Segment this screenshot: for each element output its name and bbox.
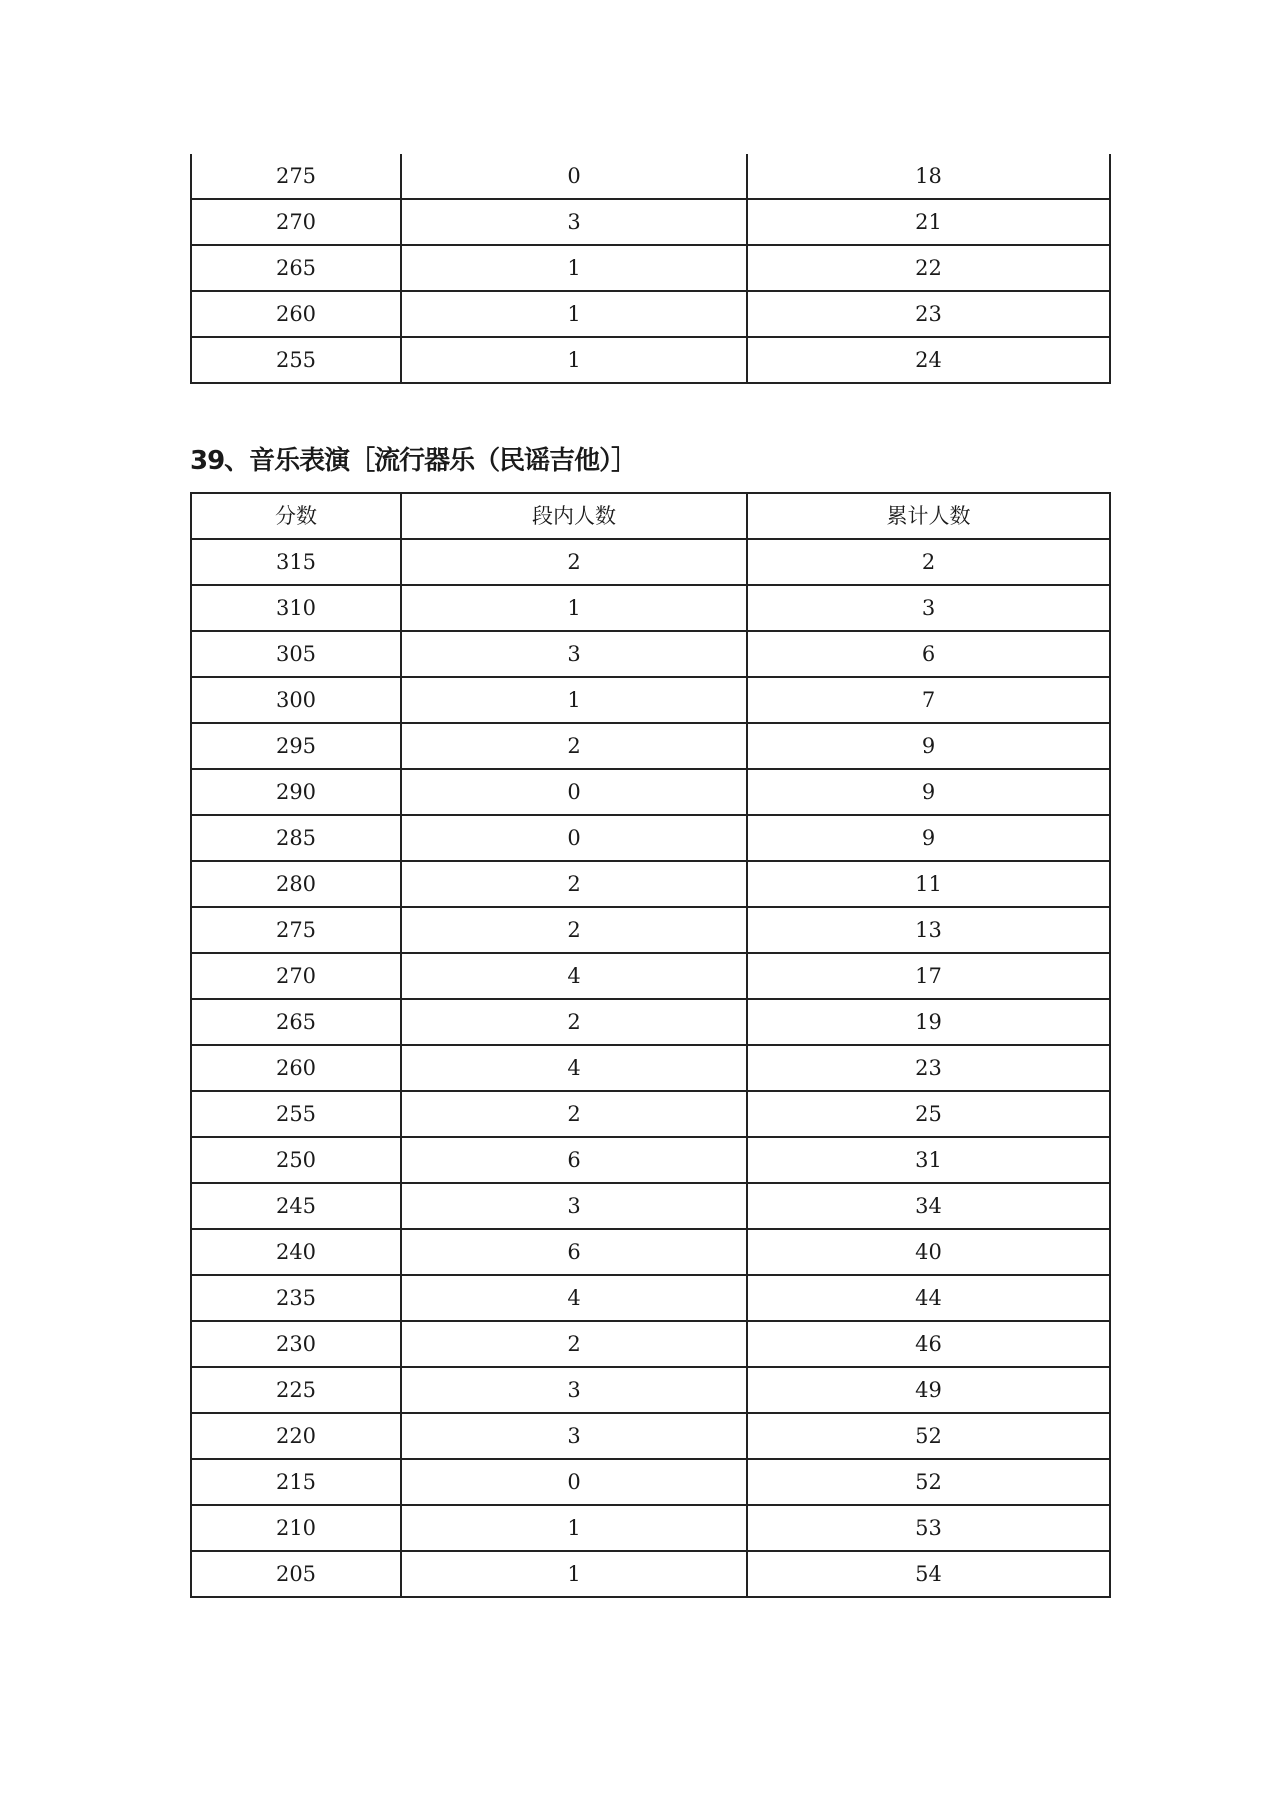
cell-score: 260 (191, 291, 401, 337)
table-row (191, 199, 1110, 245)
score-table (190, 492, 1111, 1598)
cell-cumulative-count: 2 (747, 539, 1110, 585)
cell-score: 270 (191, 953, 401, 999)
cell-cumulative-count: 23 (747, 291, 1110, 337)
cell-segment-count: 1 (401, 337, 747, 383)
table-row (191, 1183, 1110, 1229)
cell-score: 290 (191, 769, 401, 815)
cell-score: 300 (191, 677, 401, 723)
cell-segment-count: 3 (401, 1183, 747, 1229)
cell-segment-count: 2 (401, 1091, 747, 1137)
table-row (191, 907, 1110, 953)
cell-segment-count: 2 (401, 1321, 747, 1367)
table-row (191, 539, 1110, 585)
cell-cumulative-count: 31 (747, 1137, 1110, 1183)
cell-segment-count: 1 (401, 1505, 747, 1551)
cell-score: 305 (191, 631, 401, 677)
cell-segment-count: 0 (401, 769, 747, 815)
header-cumulative-count: 累计人数 (747, 493, 1110, 539)
cell-cumulative-count: 52 (747, 1459, 1110, 1505)
table-row (191, 769, 1110, 815)
cell-score: 310 (191, 585, 401, 631)
table-row (191, 245, 1110, 291)
table-row (191, 585, 1110, 631)
score-table-continued (190, 154, 1111, 384)
cell-score: 230 (191, 1321, 401, 1367)
cell-segment-count: 6 (401, 1229, 747, 1275)
cell-segment-count: 2 (401, 999, 747, 1045)
cell-cumulative-count: 3 (747, 585, 1110, 631)
table-row (191, 1045, 1110, 1091)
table-row (191, 1275, 1110, 1321)
cell-cumulative-count: 21 (747, 199, 1110, 245)
table-row (191, 1229, 1110, 1275)
cell-segment-count: 0 (401, 815, 747, 861)
cell-score: 260 (191, 1045, 401, 1091)
cell-score: 315 (191, 539, 401, 585)
cell-cumulative-count: 9 (747, 723, 1110, 769)
table-row (191, 337, 1110, 383)
cell-cumulative-count: 54 (747, 1551, 1110, 1597)
cell-cumulative-count: 11 (747, 861, 1110, 907)
cell-segment-count: 4 (401, 1275, 747, 1321)
cell-cumulative-count: 23 (747, 1045, 1110, 1091)
cell-segment-count: 3 (401, 631, 747, 677)
table-row (191, 154, 1110, 199)
cell-cumulative-count: 17 (747, 953, 1110, 999)
table-header-row (191, 493, 1110, 539)
cell-cumulative-count: 40 (747, 1229, 1110, 1275)
cell-score: 265 (191, 245, 401, 291)
table-row (191, 1091, 1110, 1137)
score-table-body (191, 539, 1110, 1597)
header-segment-count: 段内人数 (401, 493, 747, 539)
cell-score: 295 (191, 723, 401, 769)
cell-cumulative-count: 44 (747, 1275, 1110, 1321)
header-score: 分数 (191, 493, 401, 539)
cell-score: 265 (191, 999, 401, 1045)
cell-cumulative-count: 49 (747, 1367, 1110, 1413)
cell-score: 275 (191, 907, 401, 953)
score-table-continued-body (191, 154, 1110, 383)
table-row (191, 1551, 1110, 1597)
cell-cumulative-count: 53 (747, 1505, 1110, 1551)
cell-segment-count: 3 (401, 199, 747, 245)
cell-cumulative-count: 34 (747, 1183, 1110, 1229)
cell-score: 235 (191, 1275, 401, 1321)
cell-segment-count: 4 (401, 1045, 747, 1091)
cell-cumulative-count: 9 (747, 769, 1110, 815)
section-heading: 39、音乐表演［流行器乐（民谣吉他）］ (190, 446, 637, 476)
cell-score: 255 (191, 1091, 401, 1137)
table-row (191, 1459, 1110, 1505)
cell-cumulative-count: 9 (747, 815, 1110, 861)
cell-score: 210 (191, 1505, 401, 1551)
table-row (191, 631, 1110, 677)
cell-segment-count: 1 (401, 585, 747, 631)
cell-cumulative-count: 52 (747, 1413, 1110, 1459)
table-row (191, 723, 1110, 769)
cell-score: 275 (191, 154, 401, 199)
cell-cumulative-count: 6 (747, 631, 1110, 677)
cell-segment-count: 3 (401, 1413, 747, 1459)
cell-score: 240 (191, 1229, 401, 1275)
table-row (191, 815, 1110, 861)
cell-cumulative-count: 22 (747, 245, 1110, 291)
table-row (191, 1367, 1110, 1413)
cell-cumulative-count: 13 (747, 907, 1110, 953)
cell-segment-count: 1 (401, 245, 747, 291)
cell-segment-count: 6 (401, 1137, 747, 1183)
cell-score: 285 (191, 815, 401, 861)
table-row (191, 1321, 1110, 1367)
table-row (191, 861, 1110, 907)
cell-segment-count: 1 (401, 677, 747, 723)
cell-segment-count: 2 (401, 907, 747, 953)
table-row (191, 953, 1110, 999)
cell-cumulative-count: 19 (747, 999, 1110, 1045)
cell-segment-count: 1 (401, 291, 747, 337)
cell-cumulative-count: 18 (747, 154, 1110, 199)
cell-cumulative-count: 25 (747, 1091, 1110, 1137)
cell-segment-count: 0 (401, 1459, 747, 1505)
table-row (191, 1505, 1110, 1551)
cell-score: 250 (191, 1137, 401, 1183)
table-row (191, 1137, 1110, 1183)
cell-segment-count: 1 (401, 1551, 747, 1597)
cell-score: 255 (191, 337, 401, 383)
table-row (191, 999, 1110, 1045)
cell-segment-count: 4 (401, 953, 747, 999)
cell-cumulative-count: 46 (747, 1321, 1110, 1367)
cell-score: 225 (191, 1367, 401, 1413)
cell-cumulative-count: 24 (747, 337, 1110, 383)
cell-score: 245 (191, 1183, 401, 1229)
cell-segment-count: 2 (401, 723, 747, 769)
cell-segment-count: 3 (401, 1367, 747, 1413)
cell-score: 270 (191, 199, 401, 245)
table-row (191, 1413, 1110, 1459)
cell-score: 280 (191, 861, 401, 907)
cell-score: 220 (191, 1413, 401, 1459)
cell-cumulative-count: 7 (747, 677, 1110, 723)
cell-segment-count: 0 (401, 154, 747, 199)
cell-segment-count: 2 (401, 539, 747, 585)
table-row (191, 677, 1110, 723)
cell-score: 215 (191, 1459, 401, 1505)
table-row (191, 291, 1110, 337)
cell-score: 205 (191, 1551, 401, 1597)
cell-segment-count: 2 (401, 861, 747, 907)
